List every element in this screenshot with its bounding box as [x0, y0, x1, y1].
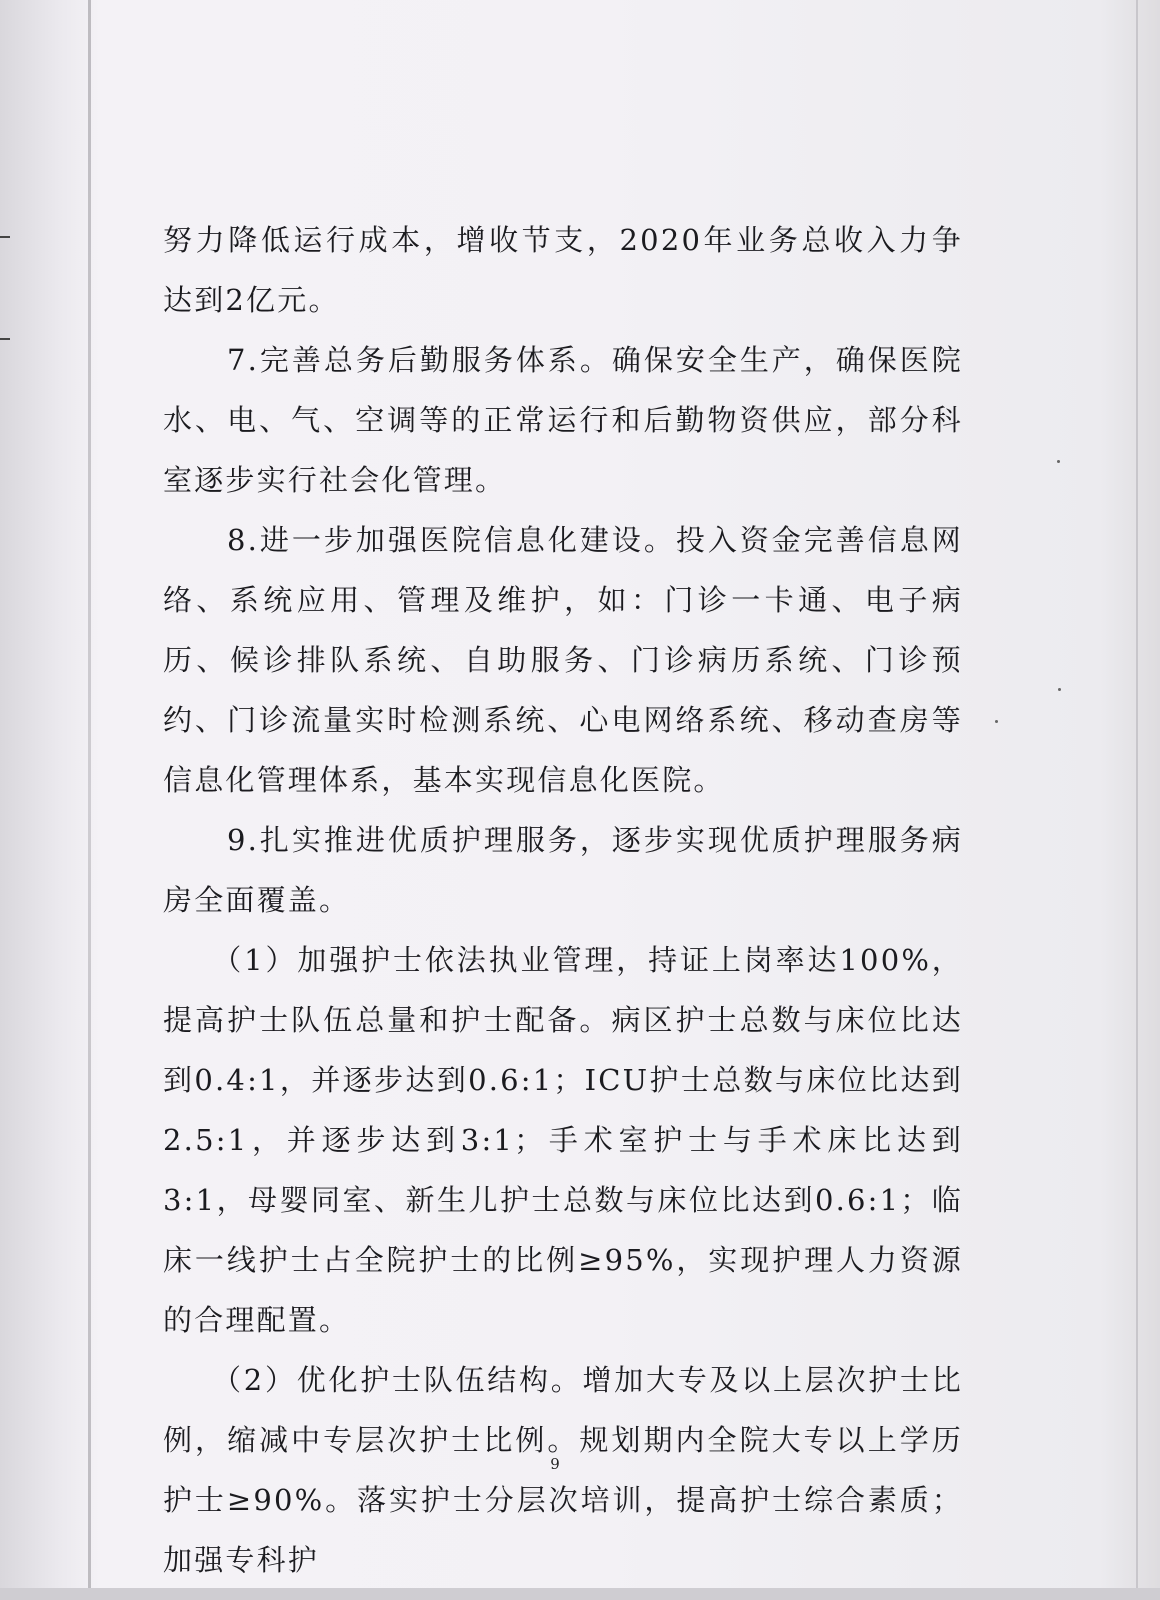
- scan-speck: [995, 720, 998, 723]
- scan-speck: [1058, 688, 1061, 691]
- page-number: 9: [550, 1455, 560, 1473]
- margin-mark: [0, 338, 10, 340]
- binding-edge: [88, 0, 91, 1600]
- scan-speck: [1057, 460, 1060, 463]
- paragraph-logistics-service: 7.完善总务后勤服务体系。确保安全生产，确保医院水、电、气、空调等的正常运行和后勤物资供应，部分科室逐步实行社会化管理。: [163, 343, 963, 497]
- paragraph-nurse-practice-management: （1）加强护士依法执业管理，持证上岗率达100%，提高护士队伍总量和护士配备。病区护士总数与床位比达到0.4:1，并逐步达到0.6:1；ICU护士总数与床位比达到2.5:1，并逐步达到3:1；手术室护士与手术床比达到3:1，母婴同室、新生儿护士总数与床位比达到0.6:1；临床一线护士占全院护士的比例≥95%，实现护理人力资源的合理配置。: [163, 943, 963, 1337]
- paragraph-cost-reduction: 努力降低运行成本，增收节支，2020年业务总收入力争达到2亿元。: [163, 223, 963, 317]
- paragraph-quality-nursing: 9.扎实推进优质护理服务，逐步实现优质护理服务病房全面覆盖。: [163, 823, 963, 917]
- margin-mark: [0, 236, 10, 238]
- paragraph-nurse-team-structure: （2）优化护士队伍结构。增加大专及以上层次护士比例，缩减中专层次护士比例。规划期内全院大专以上学历护士≥90%。落实护士分层次培训，提高护士综合素质；加强专科护: [163, 1363, 963, 1577]
- right-page-edge: [1136, 0, 1138, 1600]
- paragraph-informatization: 8.进一步加强医院信息化建设。投入资金完善信息网络、系统应用、管理及维护，如：门诊一卡通、电子病历、候诊排队系统、自助服务、门诊病历系统、门诊预约、门诊流量实时检测系统、心电网络系统、移动查房等信息化管理体系，基本实现信息化医院。: [163, 523, 963, 797]
- body-text: [163, 210, 963, 1590]
